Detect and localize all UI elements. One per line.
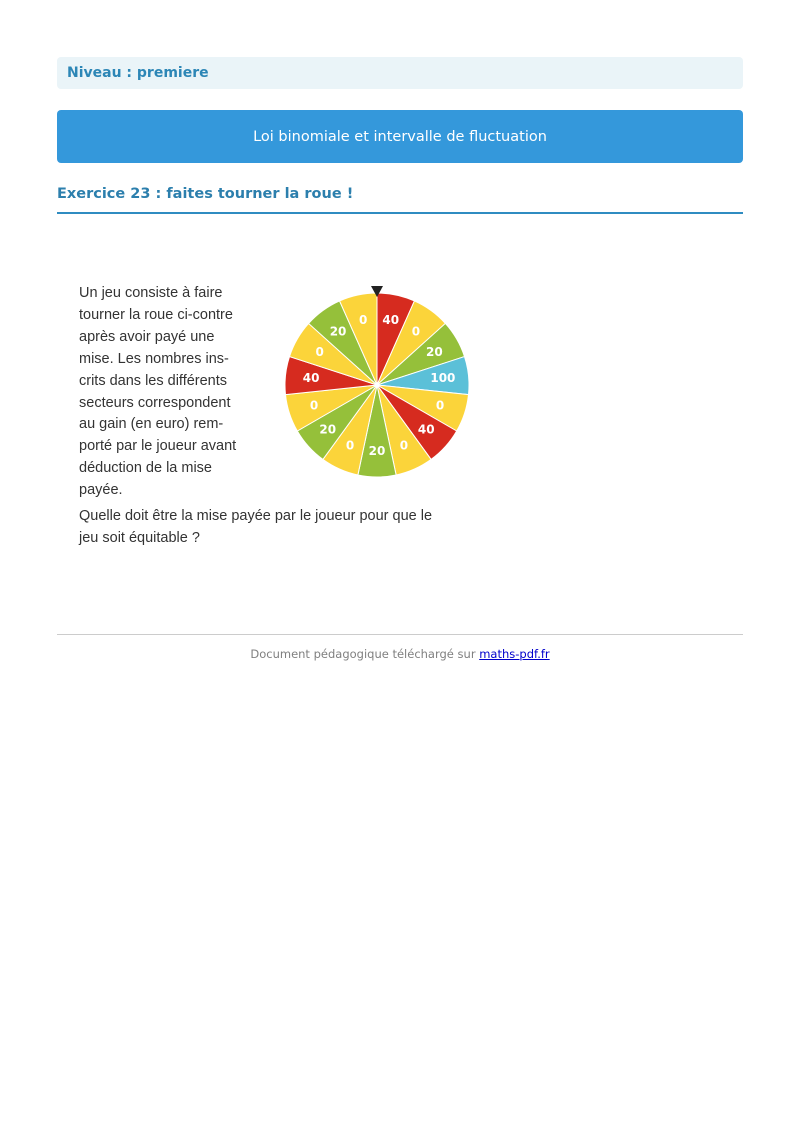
footer	[0, 647, 800, 661]
statement-line: porté par le joueur avant	[79, 438, 237, 455]
wheel-sector-label: 0	[315, 344, 324, 359]
statement-line: secteurs correspondent	[79, 394, 231, 411]
footer-text: Document pédagogique téléchargé sur	[250, 647, 480, 661]
wheel-sector-label: 40	[382, 313, 400, 328]
statement-line: mise. Les nombres ins-	[79, 350, 229, 367]
statement-line: tourner la roue ci-contre	[79, 306, 233, 323]
wheel-sector-label: 20	[329, 324, 347, 339]
wheel-sector-label: 0	[435, 398, 445, 413]
page-title: Loi binomiale et intervalle de fluctuation	[253, 128, 547, 145]
statement-line: crits dans les différents	[79, 372, 228, 389]
wheel-hub	[375, 383, 380, 388]
wheel-sector-label: 0	[359, 313, 368, 328]
exercise-statement	[79, 283, 259, 502]
statement-line: déduction de la mise	[79, 460, 212, 477]
level-label: Niveau : premiere	[67, 65, 209, 81]
wheel-sector-label: 100	[430, 371, 456, 386]
footer-link[interactable]: maths-pdf.fr	[479, 647, 550, 661]
exercise-question	[79, 506, 499, 550]
statement-line: Un jeu consiste à faire	[79, 285, 223, 301]
question-line: Quelle doit être la mise payée par le joueur pour que le	[79, 508, 433, 524]
wheel-sector-label: 0	[345, 438, 355, 453]
wheel-sector-label: 0	[399, 438, 409, 453]
wheel-sector-label: 40	[302, 371, 320, 386]
wheel-sector-label: 20	[368, 444, 386, 459]
wheel-sector-label: 0	[309, 398, 319, 413]
wheel-sector-label: 40	[417, 422, 435, 437]
question-line: jeu soit équitable ?	[79, 529, 200, 546]
statement-line: au gain (en euro) rem-	[79, 416, 224, 433]
title-bar	[57, 110, 743, 163]
footer-divider	[57, 634, 743, 635]
level-box	[57, 57, 743, 89]
wheel-sector-label: 20	[319, 422, 337, 437]
exercise-title: Exercice 23 : faites tourner la roue !	[57, 186, 354, 202]
statement-line: après avoir payé une	[79, 328, 215, 345]
prize-wheel	[281, 285, 471, 481]
statement-line: payée.	[79, 482, 123, 499]
exercise-divider	[57, 212, 743, 214]
wheel-sector-label: 20	[426, 344, 443, 359]
wheel-sector-label: 0	[411, 324, 421, 339]
